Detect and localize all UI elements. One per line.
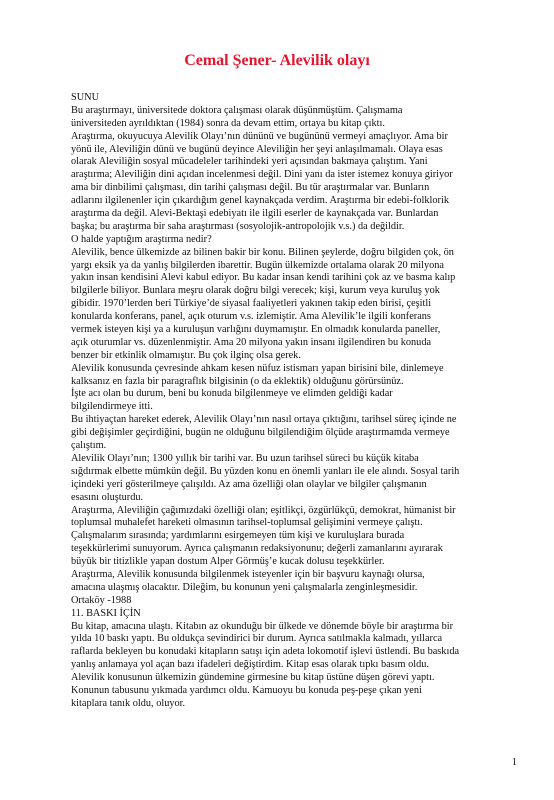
- text-line: toplumsal muhalefet hareketi olmasının tarihsel-toplumsal gelişimini vermeye çalıştı.: [71, 517, 423, 529]
- text-line: yanlış anlamaya yol açan bazı ifadeleri değiştirdim. Kitap esas olarak tıpkı basım oldu.: [71, 659, 429, 671]
- text-line: raflarda bekleyen bu konudaki kitapların satışı için adeta lokomotif işlevi üstlendi. Bu baskıda: [71, 646, 460, 658]
- text-line: Bu araştırmayı, üniversitede doktora çalışması olarak düşünmüştüm. Çalışmama: [71, 104, 403, 116]
- text-line: içindeki yeri gösterilmeye çalışıldı. Az ama özelliği olan olaylar ve bilgiler çalışmanın: [71, 478, 427, 490]
- text-line: Bu kitap, amacına ulaştı. Kitabın az okunduğu bir ülkede ve dönemde böyle bir araştırma bir: [71, 620, 454, 632]
- text-line: kitaplara tanık oldu, oluyor.: [71, 697, 186, 709]
- text-line: açık oturumlar vs. düzenlenmiştir. Ama 20 milyona yakın insanı ilgilendiren bu konuda: [71, 336, 432, 348]
- text-line: üniversiteden ayrıldıktan (1984) sonra da devam ettim, ortaya bu kitap çıktı.: [71, 117, 385, 129]
- text-line: başka; bu araştırma bir saha araştırması (sosyolojik-antropolojik v.s.) da değildir.: [71, 220, 405, 232]
- text-line: Alevilik Olayı’nın; 1300 yıllık bir tarihi var. Bu uzun tarihsel süreci bu küçük kitaba: [71, 452, 419, 464]
- text-line: teşekkürlerimi sunuyorum. Ayrıca çalışmanın redaksiyonunu; değerli zamanlarını ayırarak: [71, 543, 443, 555]
- text-line: ama bir dinbilimi çalışması, din tarihi çalışması değil. Bu tür araştırmalar var. Bunların: [71, 182, 430, 194]
- text-line: gibidir. 1970’lerden beri Türkiye’de siyasal faaliyetleri yakınen takip eden birisi, çeşitli: [71, 298, 432, 310]
- text-line: Alevilik, bence ülkemizde az bilinen bakir bir konu. Bilinen şeylerde, doğru bilgiden çok, ön: [71, 246, 454, 258]
- text-line: Bu ihtiyaçtan hareket ederek, Alevilik Olayı’nın nasıl ortaya çıktığını, tarihsel süreç içinde ne: [71, 414, 457, 426]
- text-line: SUNU: [71, 92, 100, 103]
- text-line: vermek isteyen kişi ya a kuruluşun varlığını duymamıştır. En olmadık konularda paneller,: [71, 324, 441, 336]
- text-line: O halde yaptığım araştırma nedir?: [71, 233, 212, 245]
- text-line: Ortaköy -1988: [71, 594, 132, 606]
- text-line: 11. BASKI İÇİN: [71, 607, 141, 619]
- text-line: kalksanız en fazla bir paragraflık bilgisinin (o da eklektik) olduğunu görürsünüz.: [71, 375, 404, 387]
- text-line: bilgilendirmeye itti.: [71, 401, 153, 413]
- text-line: bilgilerle biliyor. Bunlara meşru olarak doğru bilgi verecek; kişi, kurum veya kuruluş yok: [71, 285, 440, 297]
- text-line: Konunun tabusunu yıkmada yardımcı oldu. Kamuoyu bu konuda peş-peşe çıkan yeni: [71, 684, 422, 696]
- text-line: amacına ulaşmış olacaktır. Dileğim, bu konunun yeni çalışmalarla zenginleşmesidir.: [71, 581, 418, 593]
- document-title: Cemal Şener- Alevilik olayı: [184, 52, 370, 69]
- text-line: sığdırmak elbette mümkün değil. Bu yüzden konu en önemli yanları ile ele alındı. Sosyal tarih: [71, 465, 460, 477]
- text-line: Araştırma, Alevilik konusunda bilgilenmek isteyenler için bir başvuru kaynağı olursa,: [71, 568, 425, 580]
- text-line: İşte acı olan bu durum, beni bu konuda bilgilenmeye ve elimden geldiği kadar: [71, 388, 393, 400]
- text-line: yargı eksik ya da yanlış bilgilerden ibarettir. Bugün ülkemizde ortalama olarak 20 milyona: [71, 259, 444, 271]
- text-line: yakın insan kendisini Alevi kabul ediyor. Bu kadar insan kendi tarihini çok az ve basma kalıp: [71, 272, 456, 284]
- text-line: konularda konferans, panel, açık oturum v.s. izlemiştir. Ama Alevilik’le ilgili konferans: [71, 311, 431, 323]
- page-number: 1: [511, 757, 517, 768]
- text-line: olarak Aleviliğin sosyal mücadeleler tarihindeki yeri açısından bakmaya çalıştım. Yani: [71, 156, 428, 168]
- text-line: Çalışmalarım sırasında; yardımlarını esirgemeyen tüm kişi ve kuruluşlara burada: [71, 530, 405, 542]
- text-line: Araştırma, okuyucuya Alevilik Olayı’nın dününü ve bugününü vermeyi amaçlıyor. Ama bir: [71, 130, 448, 142]
- text-line: Araştırma, Aleviliğin çağımızdaki özelliği olan; eşitlikçi, özgürlükçü, demokrat, hümanist bir: [71, 504, 456, 516]
- text-line: gibi değişimler geçirdiğini, bugün ne olduğunu bilgilendiğim ölçüde araştırmamda vermeye: [71, 427, 450, 439]
- text-line: benzer bir etkinlik olmamıştır. Bu çok ilginç olsa gerek.: [71, 349, 301, 361]
- text-line: araştırma da değil. Alevi-Bektaşi edebiyatı ile ilgili eserler de kaynakçada var. Bunlardan: [71, 208, 439, 220]
- text-line: yönü ile, Aleviliğin dünü ve bugünü deyince Aleviliğin her şeyi anlaşılmamalı. Olaya esas: [71, 143, 443, 155]
- text-line: Alevilik konusunda çevresinde ahkam kesen nüfuz istismarı yapan birisini bile, dinlemeye: [71, 362, 444, 374]
- text-line: adlarını ilgilenenler için çıkardığım genel kaynakçada verdim. Araştırma bir edebi-folklorik: [71, 195, 449, 207]
- text-line: yılda 10 baskı yaptı. Bu oldukça sevindirici bir durum. Ayrıca satılmakla kalmadı, yıllarca: [71, 633, 443, 645]
- text-line: büyük bir titizlikle yapan dostum Alper Görmüş’e kucak dolusu teşekkürler.: [71, 556, 385, 568]
- document-body: [71, 92, 516, 711]
- text-line: esasını oluşturdu.: [71, 491, 144, 503]
- text-line: Alevilik konusunun ülkemizin gündemine girmesine bu kitap üstüne düşen görevi yaptı.: [71, 672, 435, 684]
- text-line: çalıştım.: [71, 440, 107, 452]
- text-line: araştırma; Aleviliğin dini açıdan incelenmesi değil. Dini yanı da ister istemez konuya giriyor: [71, 169, 453, 181]
